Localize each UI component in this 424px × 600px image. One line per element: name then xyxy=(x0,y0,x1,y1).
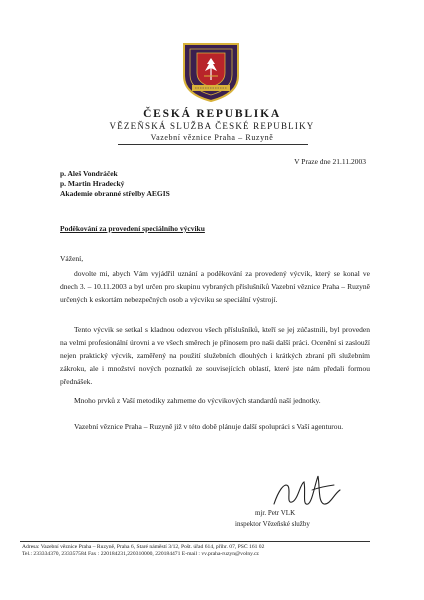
body-paragraph xyxy=(60,420,370,433)
body-paragraph xyxy=(60,394,370,407)
paragraph-text: dovolte mi, abych Vám vyjádřil uznání a poděkování za provedený výcvik, který se konal ve dnech 3. – 10.11.2003 a byl určen pro skupinu vybraných příslušníků Vazební věznice Praha – Ruzyně určených k eskortám nebezpečných osob a výcviku se speciální výstrojí. xyxy=(60,269,370,304)
header-facility: Vazební věznice Praha – Ruzyně xyxy=(150,133,274,142)
letter-greeting xyxy=(60,252,370,265)
footer-address: Adresa: Vazební věznice Praha – Ruzyně, Praha 6, Staré náměstí 3/12, Pošt. úřad 614, přihr. 07, PSČ 161 02 xyxy=(22,544,265,550)
body-paragraph xyxy=(60,267,370,306)
header-divider xyxy=(118,144,308,145)
footer-divider xyxy=(20,541,370,542)
footer-contacts: Tel.: 233334370, 233357584 Fax : 220184231,220310000, 220184471 E-mail : vv.praha-ruzyn@volny.cz xyxy=(22,551,259,557)
body-paragraph xyxy=(60,323,370,388)
header-service: VĚZEŇSKÁ SLUŽBA ČESKÉ REPUBLIKY xyxy=(109,121,315,131)
greeting-text: Vážení, xyxy=(60,254,84,263)
signatory-name: mjr. Petr VLK xyxy=(255,509,296,517)
paragraph-text: Vazební věznice Praha – Ruzyně již v této době plánuje další spolupráci s Vaší agenturou. xyxy=(74,422,344,431)
prison-service-emblem-icon xyxy=(178,38,244,104)
recipient-organization: Akademie obranné střelby AEGIS xyxy=(60,189,170,198)
header-country: ČESKÁ REPUBLIKA xyxy=(143,108,281,120)
paragraph-text: Tento výcvik se setkal s kladnou odezvou všech příslušníků, kteří se jej zúčastnili, byl proveden na velmi profesionální úrovni a ve všech směrech je přínosem pro naši další práci. Ocenění si zaslouží nejen praktický výcvik, zaměřený na použití služebních dlouhých i krátkých zbraní při služebním zákroku, ale i množství nových poznatků ze souvisejících oblastí, které jste nám předali formou přednášek. xyxy=(60,325,370,386)
recipient-line: p. Martin Hradecký xyxy=(60,179,125,188)
letter-date: V Praze dne 21.11.2003 xyxy=(294,157,366,166)
letter-subject: Poděkování za provedení speciálního výcviku xyxy=(60,224,205,233)
signatory-title: inspektor Vězeňské služby xyxy=(235,520,310,528)
recipient-line: p. Aleš Vondráček xyxy=(60,169,118,178)
paragraph-text: Mnoho prvků z Vaší metodiky zahrneme do výcvikových standardů naší jednotky. xyxy=(74,396,321,405)
